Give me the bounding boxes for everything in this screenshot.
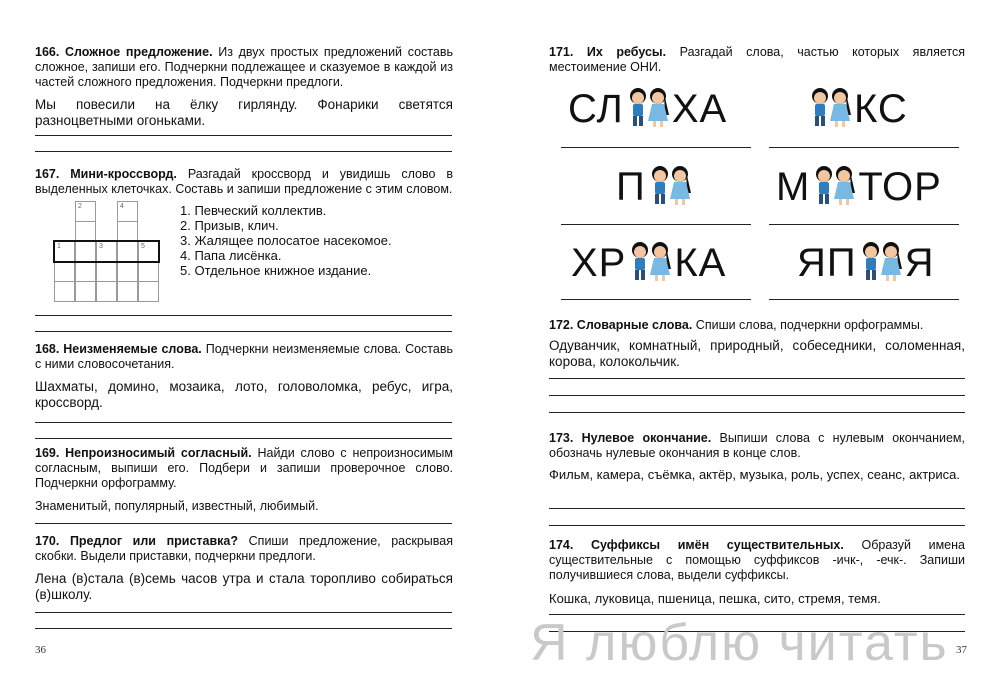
exercise-task: Из двух простых предложений составь сложное, запиши его. Подчеркни подлежащее и сказуемое в каждой из частей сложного предложения. Подчеркни предлоги. — [35, 45, 453, 89]
exercise-title: 166. Сложное предложение. — [35, 45, 213, 59]
crossword-cell[interactable] — [117, 281, 138, 302]
crossword-cell[interactable] — [54, 261, 75, 282]
answer-line[interactable] — [35, 135, 452, 136]
rebus-3 — [616, 163, 694, 216]
crossword-cell[interactable] — [96, 261, 117, 282]
answer-line[interactable] — [549, 412, 965, 413]
clue-item: 2. Призыв, клич. — [180, 218, 279, 233]
children-icon — [626, 239, 674, 292]
answer-line[interactable] — [35, 438, 452, 439]
answer-line[interactable] — [549, 508, 965, 509]
children-icon — [806, 85, 854, 138]
children-icon — [646, 163, 694, 216]
clue-item: 3. Жалящее полосатое насекомое. — [180, 233, 392, 248]
answer-line[interactable] — [561, 147, 751, 148]
exercise-text: Знаменитый, популярный, известный, любимый. — [35, 499, 319, 513]
crossword-number: 4 — [120, 203, 124, 210]
answer-line[interactable] — [35, 422, 452, 423]
rebus-letters: ХА — [671, 87, 728, 132]
clue-item: 1. Певческий коллектив. — [180, 203, 327, 218]
exercise-169 — [35, 446, 453, 514]
rebus-6 — [797, 239, 935, 292]
exercise-174 — [549, 538, 965, 607]
crossword-cell[interactable] — [75, 221, 96, 242]
crossword-cell[interactable] — [75, 261, 96, 282]
rebus-letters: ЯП — [797, 241, 857, 286]
answer-line[interactable] — [35, 331, 452, 332]
page-number: 36 — [35, 644, 46, 656]
exercise-text: Лена (в)стала (в)семь часов утра и стала торопливо собираться (в)школу. — [35, 571, 453, 602]
exercise-title: 171. Их ребусы. — [549, 45, 667, 59]
rebus-letters: М — [776, 165, 811, 210]
answer-line[interactable] — [549, 395, 965, 396]
exercise-171 — [549, 45, 965, 75]
right-page — [500, 0, 1000, 679]
exercise-task: Разгадай кроссворд и увидишь слово в выделенных клеточках. Составь и запиши предложение с этим словом. — [35, 167, 453, 196]
exercise-166 — [35, 45, 453, 129]
exercise-168 — [35, 342, 453, 411]
exercise-text: Одуванчик, комнатный, природный, собеседники, соломенная, корова, колокольчик. — [549, 338, 965, 369]
exercise-task: Выпиши слова с нулевым окончанием, обозначь нулевые окончания в конце слов. — [549, 431, 965, 460]
exercise-title: 174. Суффиксы имён существительных. — [549, 538, 844, 552]
children-icon — [810, 163, 858, 216]
rebus-letters: ХР — [571, 241, 627, 286]
exercise-title: 173. Нулевое окончание. — [549, 431, 712, 445]
exercise-text: Кошка, луковица, пшеница, пешка, сито, стремя, темя. — [549, 591, 881, 606]
rebus-letters: КС — [854, 87, 908, 132]
exercise-title: 168. Неизменяемые слова. — [35, 342, 202, 356]
rebus-2 — [806, 85, 908, 138]
watermark: Я люблю читать — [530, 614, 949, 672]
exercise-task: Спиши слова, подчеркни орфограммы. — [695, 318, 924, 332]
exercise-task: Найди слово с непроизносимым согласным, выпиши его. Подбери и запиши проверочное слово. Подчеркни орфограмму. — [35, 446, 453, 490]
exercise-title: 172. Словарные слова. — [549, 318, 693, 332]
crossword-cell[interactable] — [54, 281, 75, 302]
rebus-4 — [776, 163, 942, 216]
answer-line[interactable] — [35, 523, 452, 524]
rebus-letters: Я — [904, 241, 935, 286]
crossword-number: 1 — [57, 243, 61, 250]
exercise-title: 167. Мини-кроссворд. — [35, 167, 177, 181]
answer-line[interactable] — [561, 224, 751, 225]
crossword-cell[interactable] — [75, 281, 96, 302]
exercise-170 — [35, 534, 453, 603]
answer-line[interactable] — [561, 299, 751, 300]
clue-item: 5. Отдельное книжное издание. — [180, 263, 372, 278]
answer-line[interactable] — [35, 315, 452, 316]
exercise-172 — [549, 318, 965, 370]
exercise-text: Шахматы, домино, мозаика, лото, головоломка, ребус, игра, кроссворд. — [35, 379, 453, 410]
exercise-167 — [35, 167, 453, 197]
answer-line[interactable] — [35, 151, 452, 152]
answer-line[interactable] — [549, 525, 965, 526]
exercise-text: Мы повесили на ёлку гирлянду. Фонарики светятся разноцветными огоньками. — [35, 97, 453, 128]
exercise-task: Спиши предложение, раскрывая скобки. Выдели приставки, подчеркни предлоги. — [35, 534, 454, 563]
rebus-letters: П — [616, 165, 646, 210]
crossword-clues — [180, 203, 392, 278]
rebus-1 — [568, 85, 727, 138]
rebus-5 — [571, 239, 726, 292]
crossword-cell[interactable] — [138, 261, 159, 282]
rebus-letters: СЛ — [568, 87, 624, 132]
clue-item: 4. Папа лисёнка. — [180, 248, 282, 263]
crossword-cell[interactable] — [96, 281, 117, 302]
exercise-task: Подчеркни неизменяемые слова. Составь с ними словосочетания. — [35, 342, 453, 371]
crossword-cell[interactable] — [138, 281, 159, 302]
crossword-number: 5 — [141, 243, 145, 250]
rebus-letters: ТОР — [858, 165, 942, 210]
children-icon — [624, 85, 672, 138]
exercise-173 — [549, 431, 965, 483]
rebus-letters: КА — [674, 241, 727, 286]
answer-line[interactable] — [769, 299, 959, 300]
crossword-number: 3 — [99, 243, 103, 250]
exercise-title: 170. Предлог или приставка? — [35, 534, 239, 548]
exercise-text: Фильм, камера, съёмка, актёр, музыка, роль, успех, сеанс, актриса. — [549, 467, 960, 482]
answer-line[interactable] — [549, 378, 965, 379]
crossword-number: 2 — [78, 203, 82, 210]
answer-line[interactable] — [769, 224, 959, 225]
crossword-cell[interactable] — [117, 261, 138, 282]
crossword-cell[interactable] — [117, 221, 138, 242]
page-number: 37 — [956, 644, 967, 656]
answer-line[interactable] — [35, 628, 452, 629]
answer-line[interactable] — [769, 147, 959, 148]
exercise-title: 169. Непроизносимый согласный. — [35, 446, 252, 460]
answer-line[interactable] — [35, 612, 452, 613]
children-icon — [857, 239, 905, 292]
exercise-task: Образуй имена существительные с помощью суффиксов -ичк-, -ечк-. Запиши получившиеся слова, выдели суффиксы. — [549, 538, 965, 582]
exercise-task: Разгадай слова, частью которых является местоимение ОНИ. — [549, 45, 966, 74]
